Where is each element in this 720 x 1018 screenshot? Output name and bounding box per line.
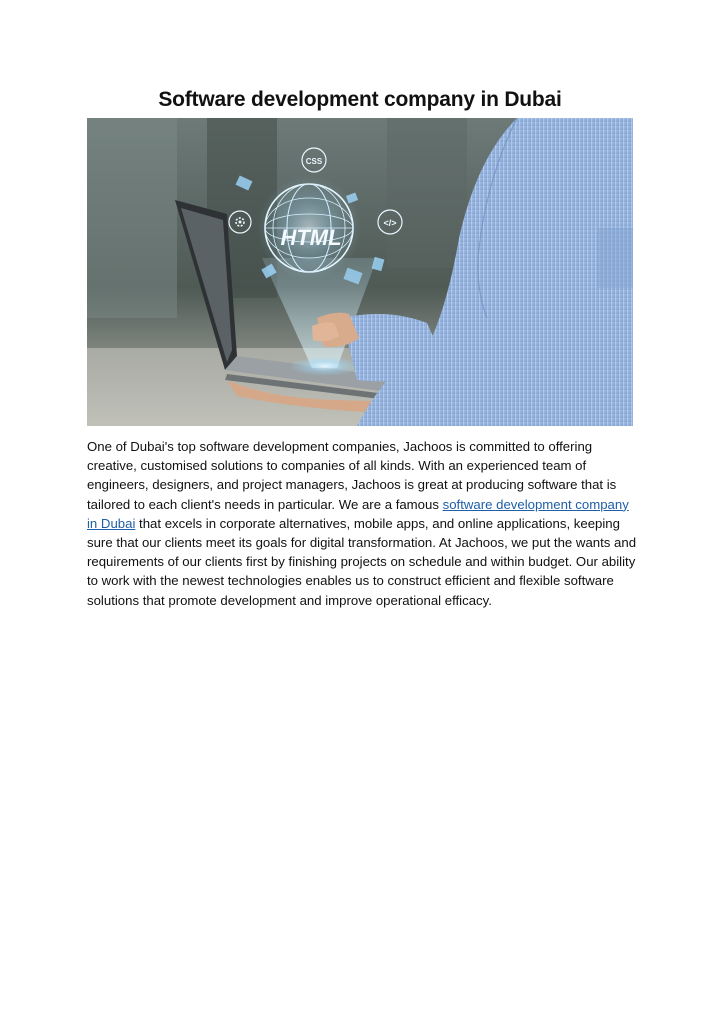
- hero-image: [87, 118, 633, 426]
- article-paragraph: [87, 437, 639, 610]
- page-title: Software development company in Dubai: [158, 88, 562, 111]
- software-development-link[interactable]: software development company in Dubai: [87, 496, 629, 531]
- html-globe-label: HTML: [280, 225, 342, 250]
- code-badge-label: </>: [383, 218, 397, 228]
- css-badge-label: CSS: [305, 157, 323, 166]
- paragraph-text-end: that excels in corporate alternatives, mobile apps, and online applications, keeping sure that our clients meet its goals for digital transformation. At Jachoos, we put the wants and requirements of our clients first by finishing projects on schedule and within budget. Our ability to work with the newest technologies enables us to construct efficient and flexible software solutions that promote development and improve operational efficacy.: [87, 515, 637, 608]
- paragraph-text-start: One of Dubai's top software development companies, Jachoos is committed to offering creative, customised solutions to companies of all kinds. With an experienced team of engineers, designers, and project managers, Jachoos is great at producing software that is tailored to each client's needs in particular. We are a famous: [87, 439, 617, 512]
- html-globe: [257, 176, 361, 280]
